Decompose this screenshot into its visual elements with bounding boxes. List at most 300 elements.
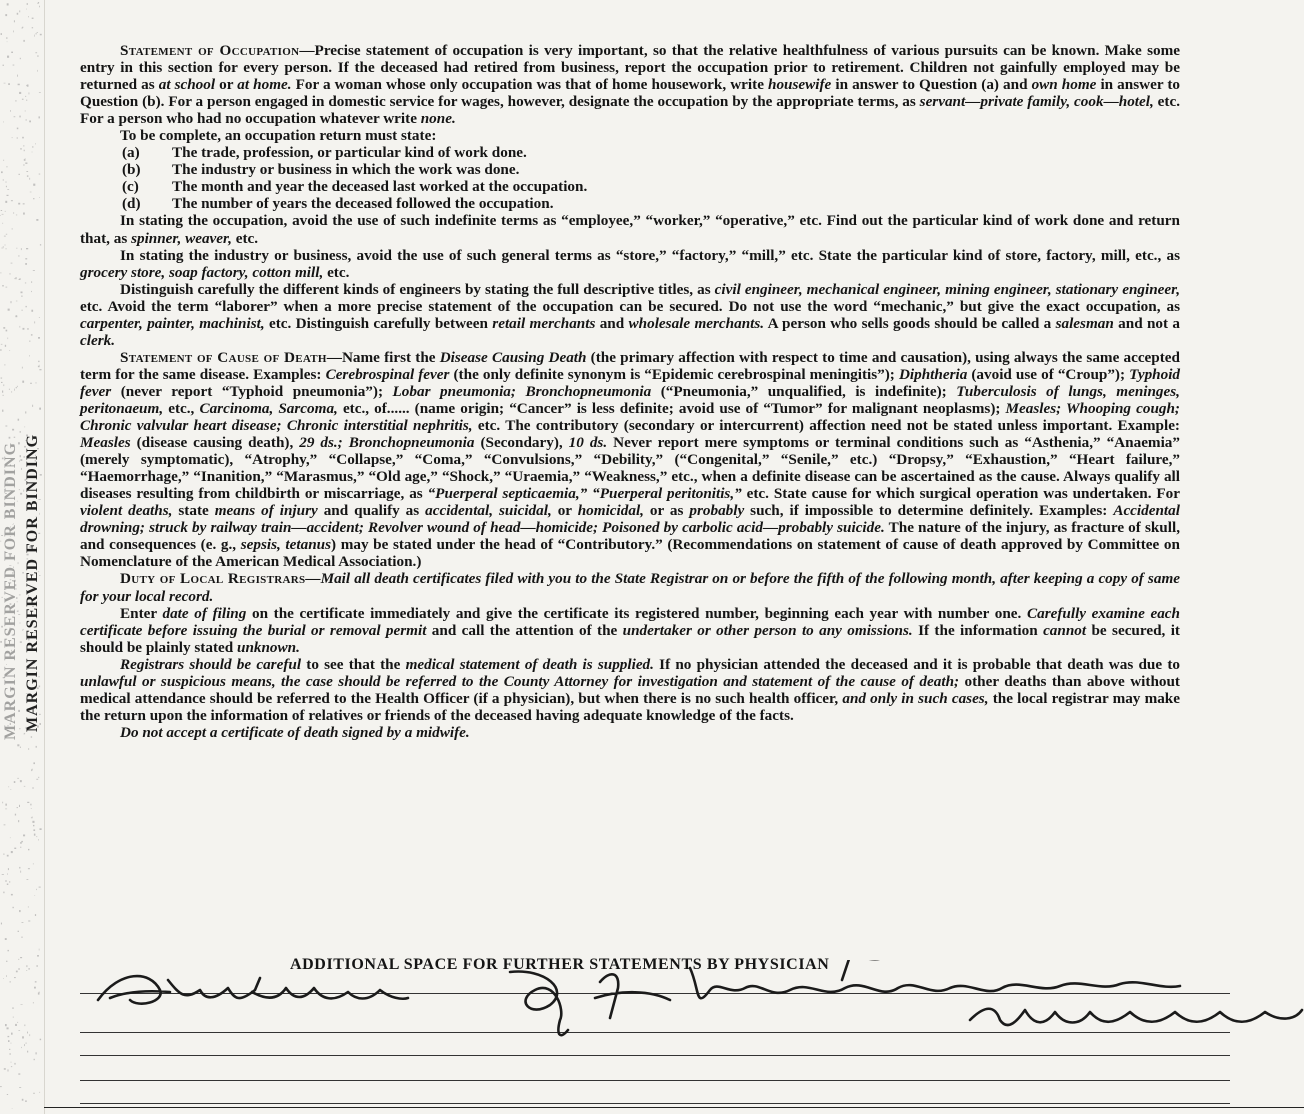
scan-speck (13, 212, 14, 213)
scan-speck (14, 278, 15, 279)
scan-speck (7, 195, 9, 196)
scan-speck (17, 128, 19, 130)
scan-speck (16, 387, 17, 388)
scan-speck (21, 1047, 22, 1048)
scan-speck (2, 391, 3, 393)
scan-speck (22, 137, 24, 139)
ruled-line (80, 1080, 1230, 1081)
scan-speck (20, 148, 22, 149)
scan-speck (32, 405, 33, 407)
scan-speck (36, 33, 37, 34)
scan-speck (33, 1093, 35, 1094)
scan-speck (22, 367, 23, 369)
scan-speck (32, 152, 33, 153)
scan-speck (14, 977, 16, 978)
scan-speck (0, 215, 1, 216)
scan-speck (11, 52, 13, 53)
scan-speck (9, 881, 10, 883)
scan-speck (27, 3, 28, 4)
scan-speck (13, 65, 15, 66)
scan-speck (7, 42, 8, 43)
scan-speck (27, 1032, 28, 1034)
scan-speck (33, 184, 35, 186)
scan-speck (7, 189, 9, 190)
scan-speck (6, 330, 8, 332)
scan-speck (7, 855, 9, 857)
scan-speck (32, 788, 34, 789)
occupation-complete-intro: To be complete, an occupation return must state: (120, 127, 437, 145)
scan-speck (34, 321, 35, 323)
registrars-careful-paragraph: Registrars should be careful to see that the medical statement of death is supplied. If no physician attended the deceased and it is probable that death was due to unlawful or suspicious means, the case should be referred to the County Attorney for investigation and statement of the cause of death; other deaths than above without medical attendance should be referred to the Health Officer (if a physician), but when there is no such health officer, and only in such cases, the local registrar may make the return upon the information of relatives or friends of the deceased having adequate knowledge of the facts. (80, 655, 1180, 724)
scan-speck (34, 895, 35, 896)
scan-speck (23, 145, 24, 146)
scan-speck (31, 310, 33, 312)
scan-speck (7, 873, 8, 874)
scan-speck (17, 13, 19, 15)
scan-speck (26, 965, 27, 967)
binding-margin-label: MARGIN RESERVED FOR BINDING (24, 433, 41, 732)
scan-speck (23, 213, 25, 215)
scan-speck (36, 889, 37, 890)
scan-speck (11, 1043, 12, 1044)
scan-speck (5, 938, 7, 940)
scan-speck (16, 971, 18, 973)
scan-speck (15, 1024, 17, 1026)
occupation-heading: Statement of Occupation (120, 42, 300, 59)
scan-speck (29, 968, 30, 970)
scan-speck (10, 981, 11, 982)
scan-speck (22, 310, 23, 311)
scan-speck (5, 14, 7, 16)
scan-speck (36, 965, 38, 966)
handwritten-entry (90, 960, 1304, 1080)
ruled-line (80, 1103, 1230, 1104)
scan-speck (14, 389, 15, 391)
scan-speck (11, 789, 12, 790)
scan-speck (20, 58, 21, 59)
scan-speck (11, 1033, 13, 1035)
cause-heading: Statement of Cause of Death (120, 348, 327, 366)
scan-speck (37, 955, 39, 957)
scan-speck (32, 821, 34, 823)
scan-speck (1, 382, 3, 383)
scan-speck (17, 386, 18, 387)
scan-speck (9, 273, 10, 274)
scan-speck (5, 201, 7, 203)
scan-speck (19, 92, 21, 94)
scan-speck (25, 283, 26, 284)
scan-speck (8, 83, 10, 85)
occupation-industry: In stating the industry or business, avoid the use of such general terms as “store,” “factory,” “mill,” etc. State the particular kind of store, factory, mill, etc., as grocery store, soap factory, cotton mill, etc. (80, 246, 1180, 281)
scan-speck (33, 825, 34, 826)
scan-speck (1, 248, 3, 249)
scan-speck (18, 419, 20, 421)
scan-speck (18, 820, 19, 822)
scan-speck (20, 493, 22, 495)
scan-speck (37, 70, 38, 72)
scan-speck (8, 309, 10, 311)
list-item: (d) The number of years the deceased followed the occupation. (122, 195, 554, 213)
scan-speck (3, 384, 4, 386)
form-bottom-border (44, 1107, 1304, 1108)
scan-speck (40, 244, 41, 245)
scan-speck (25, 158, 26, 159)
scan-speck (18, 1030, 20, 1031)
scan-speck (38, 361, 39, 362)
scan-speck (20, 847, 21, 848)
scan-speck (8, 868, 9, 870)
scan-speck (39, 174, 41, 175)
scan-speck (9, 437, 11, 439)
scan-speck (31, 281, 32, 283)
scan-speck (24, 1044, 25, 1046)
scan-speck (6, 166, 7, 167)
scan-speck (25, 1101, 27, 1102)
registrars-heading: Duty of Local Registrars (120, 570, 306, 588)
scan-speck (31, 736, 32, 737)
scan-speck (38, 839, 39, 840)
scan-speck (33, 829, 35, 831)
scan-speck (17, 807, 18, 808)
scan-speck (24, 733, 25, 734)
scan-speck (28, 748, 29, 750)
scan-speck (6, 975, 7, 977)
scan-speck (10, 838, 11, 839)
scan-speck (21, 1004, 23, 1005)
scan-speck (5, 804, 7, 806)
scan-speck (13, 31, 14, 33)
scan-speck (35, 981, 37, 982)
scan-speck (11, 301, 12, 303)
scan-speck (26, 171, 28, 172)
scan-speck (15, 100, 16, 101)
scan-speck (32, 27, 33, 28)
scan-speck (0, 349, 2, 350)
scan-speck (20, 326, 21, 328)
scan-speck (12, 1008, 14, 1009)
scan-speck (39, 116, 40, 118)
scan-speck (9, 389, 10, 390)
scan-speck (38, 777, 39, 778)
scan-speck (3, 179, 4, 181)
scan-speck (10, 1053, 11, 1055)
scan-speck (14, 1063, 15, 1065)
scan-speck (22, 381, 24, 383)
scan-speck (36, 779, 38, 780)
scan-speck (7, 3, 9, 5)
scan-speck (13, 1017, 14, 1018)
scan-speck (17, 137, 18, 138)
scan-speck (2, 802, 3, 804)
scan-speck (20, 459, 22, 461)
scan-speck (3, 854, 5, 855)
scan-speck (28, 849, 29, 850)
scan-speck (33, 198, 34, 199)
scan-speck (27, 1051, 28, 1053)
instructions-text (80, 42, 1180, 741)
scan-speck (8, 1036, 10, 1037)
scan-speck (7, 1094, 8, 1095)
scan-speck (39, 197, 40, 198)
scan-speck (18, 959, 19, 960)
scan-speck (19, 279, 21, 280)
scan-speck (21, 468, 22, 470)
scan-speck (19, 116, 20, 118)
scan-speck (26, 100, 27, 101)
scan-speck (30, 804, 31, 806)
scan-speck (23, 835, 25, 837)
scan-speck (28, 906, 29, 907)
scan-speck (11, 1062, 12, 1063)
scan-speck (28, 868, 30, 869)
scan-speck (22, 922, 24, 923)
scan-speck (0, 1086, 2, 1087)
scan-speck (31, 291, 32, 292)
list-item: (b) The industry or business in which the work was done. (122, 161, 520, 179)
scan-speck (12, 1108, 13, 1109)
scan-speck (8, 338, 9, 340)
scan-speck (28, 921, 30, 922)
scan-speck (39, 92, 41, 93)
scan-speck (6, 186, 7, 187)
scan-speck (8, 950, 9, 951)
scan-speck (20, 780, 22, 782)
scan-speck (25, 96, 26, 97)
scan-speck (33, 1002, 34, 1003)
scan-speck (16, 215, 17, 216)
scan-speck (11, 392, 12, 393)
scan-speck (26, 970, 27, 971)
scan-speck (36, 1052, 37, 1054)
scan-speck (36, 382, 37, 383)
scan-speck (17, 1022, 18, 1023)
binding-margin (0, 0, 45, 1114)
scan-speck (39, 317, 40, 318)
scan-speck (23, 165, 24, 166)
scan-speck (5, 245, 6, 246)
scan-speck (24, 1025, 25, 1027)
scan-speck (14, 20, 15, 22)
scan-speck (7, 56, 9, 58)
occupation-indefinite-terms: In stating the occupation, avoid the use of such indefinite terms as “employee,” “worker,” “operative,” etc. Find out the particular kind of work done and return that, as spinner, weaver, etc. (80, 212, 1180, 247)
scan-speck (6, 287, 8, 288)
scan-speck (18, 84, 20, 86)
scan-speck (34, 35, 35, 37)
scan-speck (18, 203, 20, 205)
scan-speck (2, 285, 3, 287)
occupation-paragraph: Statement of Occupation—Precise statement of occupation is very important, so that the relative healthfulness of various pursuits can be known. Make some entry in this section for every person. If the deceased had retired from business, report the occupation prior to retirement. Children not gainfully employed may be returned as at school or at home. For a woman whose only occupation was that of home housework, write housewife in answer to Question (a) and own home in answer to Question (b). For a person engaged in domestic service for wages, however, designate the occupation by the appropriate terms, as servant—private family, cook—hotel, etc. For a person who had no occupation whatever write none. (80, 42, 1181, 128)
scan-speck (37, 56, 39, 57)
scan-speck (29, 1034, 30, 1036)
scan-speck (31, 334, 33, 335)
list-item: (a) The trade, profession, or particular kind of work done. (122, 144, 527, 162)
scan-speck (5, 1024, 7, 1026)
scan-speck (40, 34, 42, 36)
scan-speck (4, 236, 6, 237)
scan-speck (35, 914, 36, 916)
scan-speck (11, 263, 13, 264)
scan-speck (27, 328, 29, 329)
scan-speck (27, 175, 29, 176)
scan-speck (12, 429, 14, 431)
scan-speck (21, 292, 23, 294)
scan-speck (23, 203, 25, 204)
scan-speck (22, 937, 23, 939)
scan-speck (19, 174, 20, 175)
scan-speck (27, 802, 29, 803)
scan-speck (36, 219, 38, 221)
scan-speck (39, 369, 41, 370)
scan-speck (24, 159, 26, 161)
scan-speck (5, 881, 7, 882)
scan-speck (38, 993, 40, 995)
scan-speck (17, 778, 19, 779)
scan-speck (15, 814, 16, 816)
scan-speck (12, 137, 13, 138)
scan-speck (20, 871, 21, 873)
scan-speck (18, 931, 19, 932)
scan-speck (3, 327, 5, 329)
scan-speck (20, 431, 21, 433)
scan-speck (17, 75, 18, 77)
scan-speck (21, 296, 22, 297)
scan-speck (13, 907, 14, 908)
scan-speck (4, 1068, 6, 1070)
scan-speck (39, 887, 41, 888)
scan-speck (34, 987, 36, 989)
scan-speck (6, 181, 7, 182)
scan-speck (26, 119, 27, 121)
registrars-filing-paragraph: Enter date of filing on the certificate immediately and give the certificate its registered number, beginning each year with number one. Carefully examine each certificate before issuing the burial or removal permit and call the attention of the undertaker or other person to any omissions. If the information cannot be secured, it should be plainly stated unknown. (80, 604, 1180, 656)
additional-space-heading: ADDITIONAL SPACE FOR FURTHER STATEMENTS BY PHYSICIAN (290, 956, 830, 973)
scan-speck (8, 787, 9, 788)
scan-speck (17, 744, 19, 746)
scan-speck (1, 344, 3, 345)
scan-speck (1, 272, 2, 273)
scan-speck (35, 143, 36, 144)
scan-speck (6, 37, 7, 38)
scan-speck (2, 410, 3, 412)
scan-speck (33, 270, 35, 271)
scan-speck (24, 786, 26, 787)
scan-speck (39, 949, 40, 951)
scan-speck (36, 836, 37, 837)
scan-speck (4, 83, 6, 84)
scan-speck (9, 350, 10, 351)
binding-margin-label-faded: MARGIN RESERVED FOR BINDING (2, 441, 19, 740)
scan-speck (14, 437, 16, 438)
scan-speck (16, 248, 17, 249)
scan-speck (29, 178, 30, 180)
scan-speck (8, 1069, 9, 1071)
scan-speck (25, 258, 27, 259)
scan-speck (3, 395, 4, 396)
scan-speck (39, 1092, 40, 1093)
scan-speck (23, 328, 25, 330)
scan-speck (20, 747, 21, 748)
scan-speck (37, 3, 38, 4)
midwife-warning: Do not accept a certificate of death signed by a midwife. (120, 723, 470, 741)
scan-speck (11, 200, 13, 201)
scan-speck (27, 879, 29, 880)
scan-speck (9, 1049, 10, 1050)
scan-speck (10, 110, 11, 112)
scan-speck (7, 884, 9, 886)
scan-speck (39, 408, 41, 410)
scan-speck (33, 863, 34, 864)
scan-speck (21, 248, 22, 250)
scan-speck (31, 808, 32, 809)
scan-speck (29, 341, 30, 342)
scan-speck (40, 1039, 41, 1041)
scan-speck (6, 961, 7, 962)
scan-speck (21, 841, 23, 842)
scan-speck (4, 824, 6, 825)
scan-speck (1, 33, 2, 35)
scan-speck (5, 426, 7, 427)
occupation-engineers: Distinguish carefully the different kinds of engineers by stating the full descriptive titles, as civil engineer, mechanical engineer, mining engineer, stationary engineer, etc. Avoid the term “laborer” when a more precise statement of the occupation can be secured. Do not use the word “mechanic,” but give the exact occupation, as carpenter, painter, machinist, etc. Distinguish carefully between retail merchants and wholesale merchants. A person who sells goods should be called a salesman and not a clerk. (80, 280, 1180, 349)
scan-speck (40, 828, 42, 830)
scan-speck (18, 1073, 20, 1074)
scan-speck (22, 1099, 24, 1101)
scan-speck (30, 192, 32, 193)
scan-speck (26, 306, 27, 307)
scan-speck (22, 99, 24, 100)
scan-speck (30, 383, 32, 384)
scan-speck (3, 892, 4, 894)
scan-speck (26, 1042, 27, 1044)
scan-speck (2, 223, 3, 224)
registrars-duty-paragraph: Duty of Local Registrars—Mail all death certificates filed with you to the State Registrar on or before the fifth of the following month, after keeping a copy of same for your local record. (80, 570, 1180, 605)
scan-speck (12, 228, 13, 230)
scan-speck (25, 411, 26, 413)
scan-speck (18, 255, 19, 256)
scan-speck (5, 211, 6, 212)
scan-speck (19, 867, 20, 869)
scan-speck (20, 957, 22, 958)
scan-speck (32, 18, 34, 19)
cause-of-death-paragraph: Statement of Cause of Death—Name first the Disease Causing Death (the primary affection with respect to time and causation), using always the same accepted term for the same disease. Examples: Cerebrospinal fever (the only definite synonym is “Epidemic cerebrospinal meningitis”); Diphtheria (avoid use of “Croup”); Typhoid fever (never report “Typhoid pneumonia”); Lobar pneumonia; Bronchopneumonia (“Pneumonia,” unqualified, is indefinite); Tuberculosis of lungs, meninges, peritonaeum, etc., Carcinoma, Sarcoma, etc., of...... (name origin; “Cancer” is less definite; avoid use of “Tumor” for malignant neoplasms); Measles; Whooping cough; Chronic valvular heart disease; Chronic interstitial nephritis, etc. The contributory (secondary or intercurrent) affection need not be stated unless important. Example: Measles (disease causing death), 29 ds.; Bronchopneumonia (Secondary), 10 ds. Never report mere symptoms or terminal conditions such as “Asthenia,” “Anaemia” (merely symptomatic), “Atrophy,” “Collapse,” “Coma,” “Convulsions,” “Debility,” (“Congenital,” “Senile,” etc.) “Dropsy,” “Exhaustion,” “Heart failure,” “Haemorrhage,” “Inanition,” “Marasmus,” “Old age,” “Shock,” “Uraemia,” “Weakness,” etc., when a definite disease can be ascertained as the cause. Always qualify all diseases resulting from childbirth or miscarriage, as “Puerperal septicaemia,” “Puerperal peritonitis,” etc. State cause for which surgical operation was undertaken. For violent deaths, state means of injury and qualify as accidental, suicidal, or homicidal, or as probably such, if impossible to determine definitely. Examples: Accidental drowning; struck by railway train—accident; Revolver wound of head—homicide; Poisoned by carbolic acid—probably suicide. The nature of the injury, as fracture of skull, and consequences (e. g., sepsis, tetanus) may be stated under the head of “Contributory.” (Recommendations on statement of cause of death approved by Committee on Nomenclature of the American Medical Association.) (80, 348, 1181, 571)
scan-speck (26, 9, 27, 10)
scan-speck (19, 1087, 21, 1088)
scan-speck (1, 171, 3, 173)
scan-speck (29, 355, 30, 356)
scan-speck (32, 146, 33, 147)
scan-speck (14, 848, 16, 849)
scan-speck (14, 116, 16, 117)
scan-speck (5, 249, 6, 250)
scan-speck (3, 978, 4, 979)
scan-speck (16, 301, 18, 302)
scan-speck (5, 809, 7, 810)
scan-speck (8, 1040, 10, 1042)
scan-speck (39, 992, 40, 993)
scan-speck (24, 427, 25, 428)
scan-speck (1, 377, 2, 378)
scan-speck (24, 150, 25, 152)
scan-speck (16, 277, 17, 279)
scan-speck (11, 851, 13, 853)
scan-speck (11, 894, 13, 896)
scan-speck (3, 246, 4, 247)
scan-speck (3, 122, 4, 123)
scan-speck (26, 248, 28, 249)
scan-speck (7, 1027, 9, 1029)
scan-speck (14, 781, 16, 783)
scan-speck (6, 234, 7, 235)
scan-speck (38, 366, 40, 368)
scan-speck (32, 769, 33, 771)
